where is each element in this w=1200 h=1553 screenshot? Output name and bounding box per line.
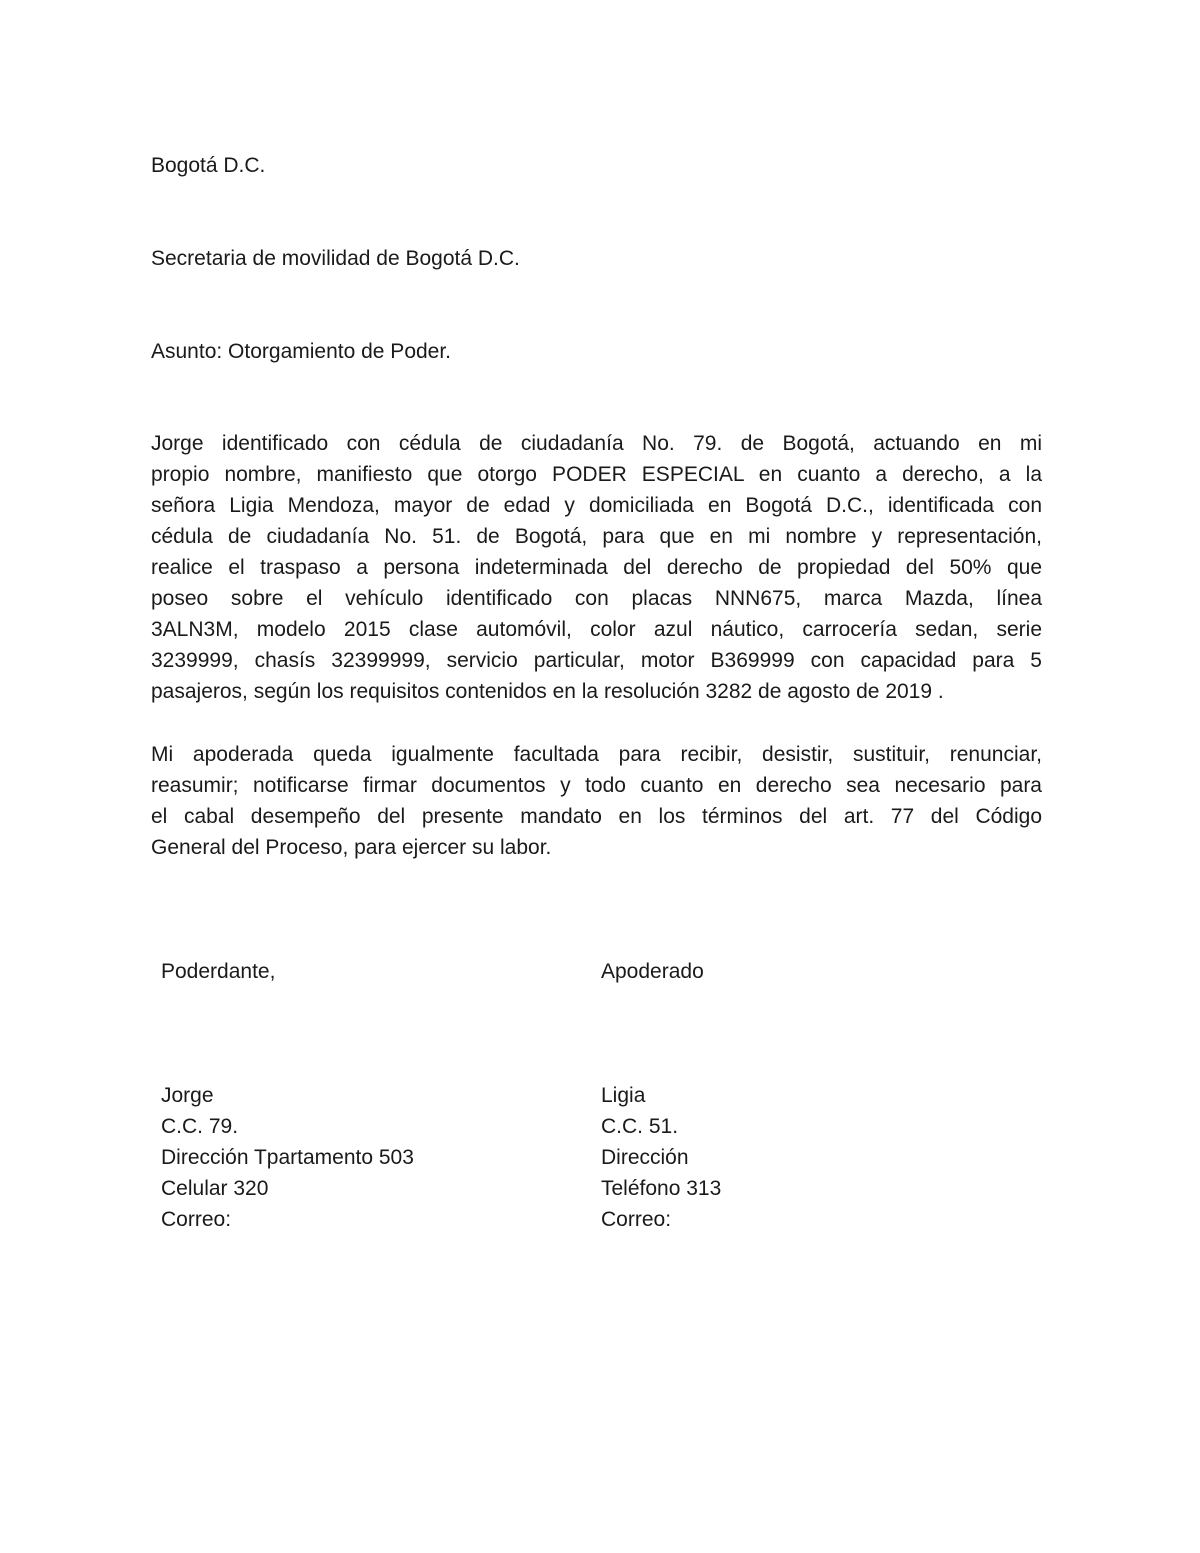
paragraph-line: realice el traspaso a persona indeterminada del derecho de propiedad del 50% que: [151, 556, 1042, 579]
paragraph-line: señora Ligia Mendoza, mayor de edad y domiciliada en Bogotá D.C., identificada con: [151, 494, 1042, 517]
grantor-email: Correo:: [161, 1208, 232, 1231]
grantor-name: Jorge: [161, 1084, 214, 1107]
attorney-details: [601, 1080, 721, 1235]
attorney-id: C.C. 51.: [601, 1115, 679, 1138]
paragraph-line: el cabal desempeño del presente mandato en los términos del art. 77 del Código: [151, 805, 1042, 828]
attorney-email: Correo:: [601, 1208, 672, 1231]
paragraph-line: reasumir; notificarse firmar documentos y todo cuanto en derecho sea necesario para: [151, 774, 1042, 797]
paragraph-attorney-powers: [151, 739, 1042, 863]
grantor-signature-block: [161, 956, 275, 987]
recipient-line: Secretaria de movilidad de Bogotá D.C.: [151, 247, 520, 270]
paragraph-power-grant: [151, 428, 1042, 707]
grantor-id: C.C. 79.: [161, 1115, 239, 1138]
grantor-details: [161, 1080, 414, 1235]
grantor-address: Dirección Tpartamento 503: [161, 1146, 414, 1169]
paragraph-line: Jorge identificado con cédula de ciudadanía No. 79. de Bogotá, actuando en mi: [151, 432, 1042, 455]
grantor-phone: Celular 320: [161, 1177, 269, 1200]
attorney-signature-block: [601, 956, 704, 987]
paragraph-line: cédula de ciudadanía No. 51. de Bogotá, para que en mi nombre y representación,: [151, 525, 1042, 548]
attorney-heading: Apoderado: [601, 960, 704, 983]
paragraph-line: 3ALN3M, modelo 2015 clase automóvil, color azul náutico, carrocería sedan, serie: [151, 618, 1042, 641]
attorney-address: Dirección: [601, 1146, 689, 1169]
paragraph-line: Mi apoderada queda igualmente facultada para recibir, desistir, sustituir, renunciar,: [151, 743, 1042, 766]
paragraph-line: propio nombre, manifiesto que otorgo PODER ESPECIAL en cuanto a derecho, a la: [151, 463, 1042, 486]
subject-line: Asunto: Otorgamiento de Poder.: [151, 340, 452, 363]
paragraph-line: pasajeros, según los requisitos contenidos en la resolución 3282 de agosto de 2019 .: [151, 680, 944, 703]
attorney-phone: Teléfono 313: [601, 1177, 722, 1200]
attorney-name: Ligia: [601, 1084, 646, 1107]
paragraph-line: General del Proceso, para ejercer su labor.: [151, 836, 552, 859]
city-line: Bogotá D.C.: [151, 154, 266, 177]
grantor-heading: Poderdante,: [161, 960, 276, 983]
paragraph-line: 3239999, chasís 32399999, servicio particular, motor B369999 con capacidad para 5: [151, 649, 1042, 672]
paragraph-line: poseo sobre el vehículo identificado con placas NNN675, marca Mazda, línea: [151, 587, 1042, 610]
